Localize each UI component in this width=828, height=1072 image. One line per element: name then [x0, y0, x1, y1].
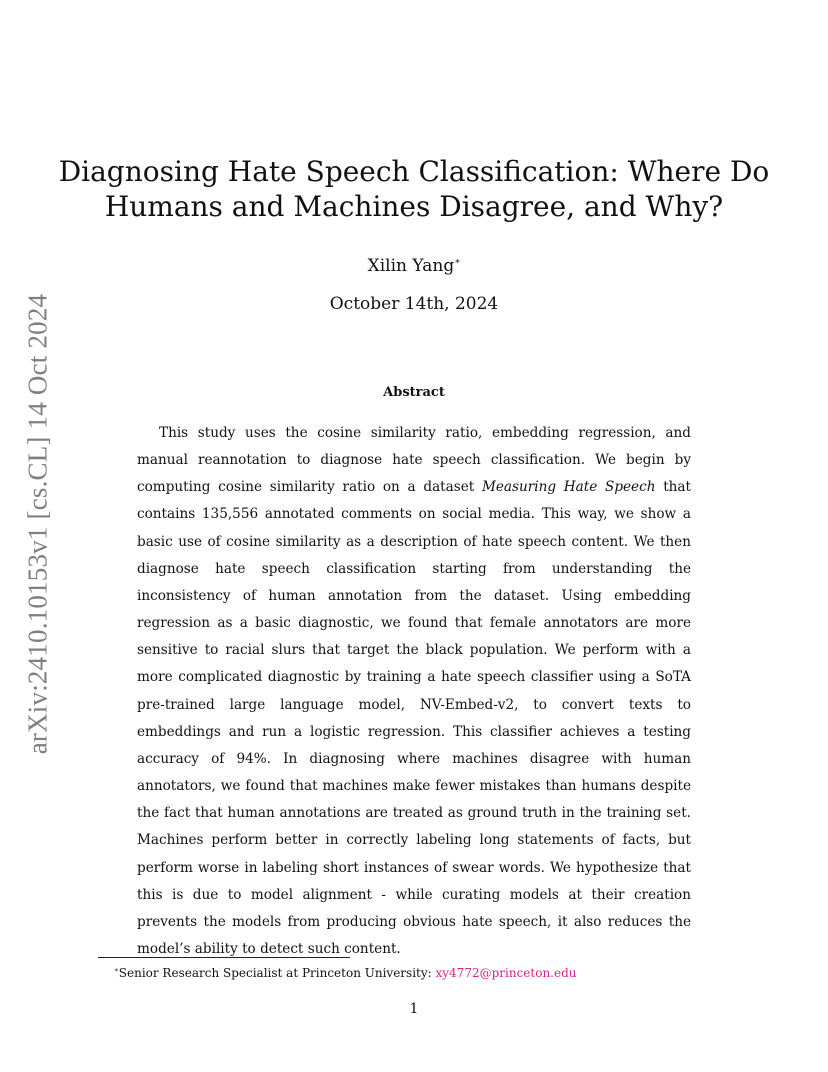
abstract-heading: Abstract — [383, 385, 445, 400]
author-name: Xilin Yang — [367, 256, 455, 276]
title-line-2: Humans and Machines Disagree, and Why? — [104, 190, 724, 223]
paper-date: October 14th, 2024 — [329, 294, 499, 314]
author-line — [0, 256, 828, 276]
dataset-name: Measuring Hate Speech — [481, 479, 656, 496]
paper-title — [0, 154, 828, 224]
footnote-mark: ∗ — [114, 966, 119, 974]
email-link[interactable]: xy4772@princeton.edu — [435, 966, 577, 980]
abstract-body — [137, 420, 691, 963]
arxiv-identifier: arXiv:2410.10153v1 [cs.CL] 14 Oct 2024 — [22, 293, 53, 755]
page-number: 1 — [409, 1001, 419, 1017]
abstract-text-part-2: that contains 135,556 annotated comments on social media. This way, we show a basic use of cosine similarity as a description of hate speech content. We then diagnose hate speech classification starting from understanding the inconsistency of human annotation from the dataset. Using embedding regression as a basic diagnostic, we found that female annotators are more sensitive to racial slurs that target the black population. We perform with a more complicated diagnostic by training a hate speech classifier using a SoTA pre-trained large language model, NV-Embed-v2, to convert texts to embeddings and run a logistic regression. This classifier achieves a testing accuracy of 94%. In diagnosing where machines disagree with human annotators, we found that machines make fewer mistakes than humans despite the fact that human annotations are treated as ground truth in the training set. Machines perform better in correctly labeling long statements of facts, but perform worse in labeling short instances of swear words. We hypothesize that this is due to model alignment - while curating models at their creation prevents the models from producing obvious hate speech, it also reduces the model’s ability to detect such content. — [137, 479, 692, 957]
title-line-1: Diagnosing Hate Speech Classification: Where Do — [58, 155, 770, 188]
author-footnote-mark: ∗ — [454, 257, 461, 267]
abstract-text-part-1: This study uses the cosine similarity ratio, embedding regression, and manual reannotation to diagnose hate speech classification. We begin by computing cosine similarity ratio on a dataset — [137, 425, 691, 496]
footnote — [114, 962, 577, 981]
footnote-divider — [98, 957, 350, 958]
footnote-text: Senior Research Specialist at Princeton University: — [118, 966, 436, 980]
